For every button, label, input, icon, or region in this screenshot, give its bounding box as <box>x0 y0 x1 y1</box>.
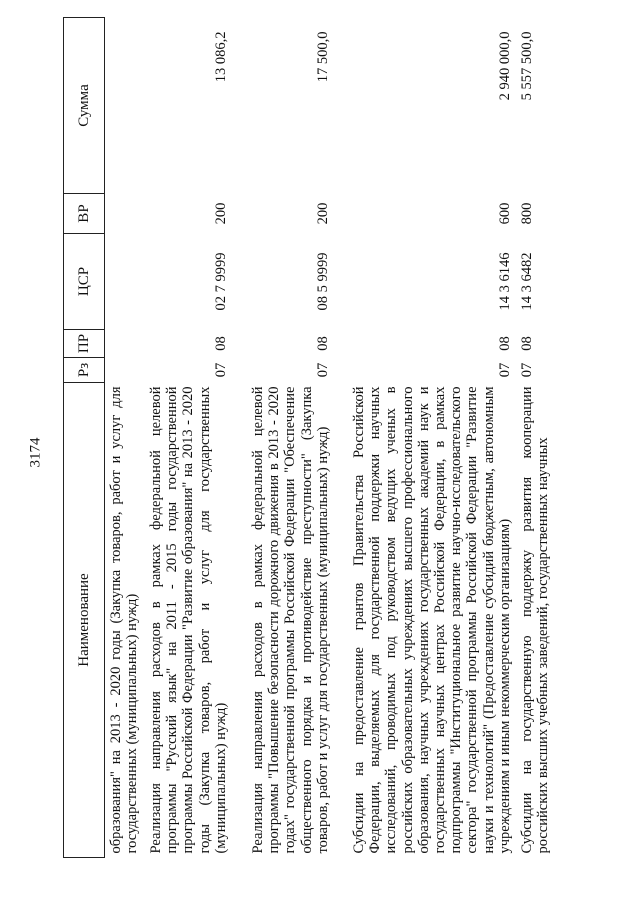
header-sum: Сумма <box>64 18 105 194</box>
row-pr: 08 <box>519 336 536 351</box>
document-page <box>63 18 603 858</box>
row-rz <box>105 358 146 383</box>
row-vr: 200 <box>212 202 229 225</box>
table-row <box>105 18 146 858</box>
table-row <box>232 18 334 858</box>
header-csr: ЦСР <box>64 234 105 330</box>
row-rz: 07 <box>496 362 513 378</box>
row-name: Реализация направления расходов в рамках федеральной целевой программы "Повышение безопасности дорожного движения в 2013 - 2020 годах" государственной программы Российской Федерации "Обеспечение общественного порядка и противодействие преступности" (Закупка товаров, работ и услуг для государственных (муниципальных) нужд) <box>250 386 331 854</box>
table-row <box>145 18 232 858</box>
row-csr: 14 3 6146 <box>496 252 513 311</box>
table-row <box>334 18 516 858</box>
page-number: 3174 <box>27 437 44 468</box>
row-name: Субсидии на предоставление грантов Правительства Российской Федерации, выделяемых для государственной поддержки научных исследований, проводимых под руководством ведущих ученых в российских образовательных учреждениях высшего профессионального образования, научных учреждениях государственных академий наук и государственных научных центрах Российской Федерации, в рамках подпрограммы "Институциональное развитие научно-исследовательского сектора" государственной программы Российской Федерации "Развитие науки и технологий" (Предоставление субсидий бюджетным, автономным учреждениям и иным некоммерческим организациям) <box>350 386 513 854</box>
header-pr: ПР <box>64 330 105 358</box>
row-csr: 02 7 9999 <box>212 252 229 311</box>
row-vr: 800 <box>519 202 536 225</box>
row-sum: 17 500,0 <box>314 31 331 83</box>
header-rz: Рз <box>64 358 105 383</box>
row-sum: 13 086,2 <box>212 31 229 83</box>
row-pr: 08 <box>496 336 513 351</box>
row-rz: 07 <box>212 362 229 378</box>
row-name: Субсидии на государственную поддержку развития кооперации российских высших учебных заведений, государственных научных <box>519 386 552 854</box>
row-vr: 600 <box>496 202 513 225</box>
row-sum: 5 557 500,0 <box>519 31 536 101</box>
row-rz: 07 <box>314 362 331 378</box>
row-name: Реализация направления расходов в рамках федеральной целевой программы "Русский язык" на 2011 - 2015 годы государственной программы Российской Федерации "Развитие образования" на 2013 - 2020 годы (Закупка товаров, работ и услуг для государственных (муниципальных) нужд) <box>148 386 229 854</box>
row-csr <box>105 234 146 330</box>
table-row <box>516 18 556 858</box>
row-pr: 08 <box>212 336 229 351</box>
row-csr: 08 5 9999 <box>314 252 331 311</box>
row-csr: 14 3 6482 <box>519 252 536 311</box>
row-sum <box>105 18 146 194</box>
row-pr: 08 <box>314 336 331 351</box>
row-sum: 2 940 000,0 <box>496 31 513 101</box>
row-vr <box>105 194 146 234</box>
header-name: Наименование <box>64 383 105 858</box>
table-header-row <box>64 18 105 858</box>
row-vr: 200 <box>314 202 331 225</box>
header-vr: ВР <box>64 194 105 234</box>
row-rz: 07 <box>519 362 536 378</box>
budget-table <box>63 17 556 858</box>
row-pr <box>105 330 146 358</box>
row-name: образования" на 2013 - 2020 годы (Закупка товаров, работ и услуг для государственных (муниципальных) нужд) <box>108 386 141 854</box>
